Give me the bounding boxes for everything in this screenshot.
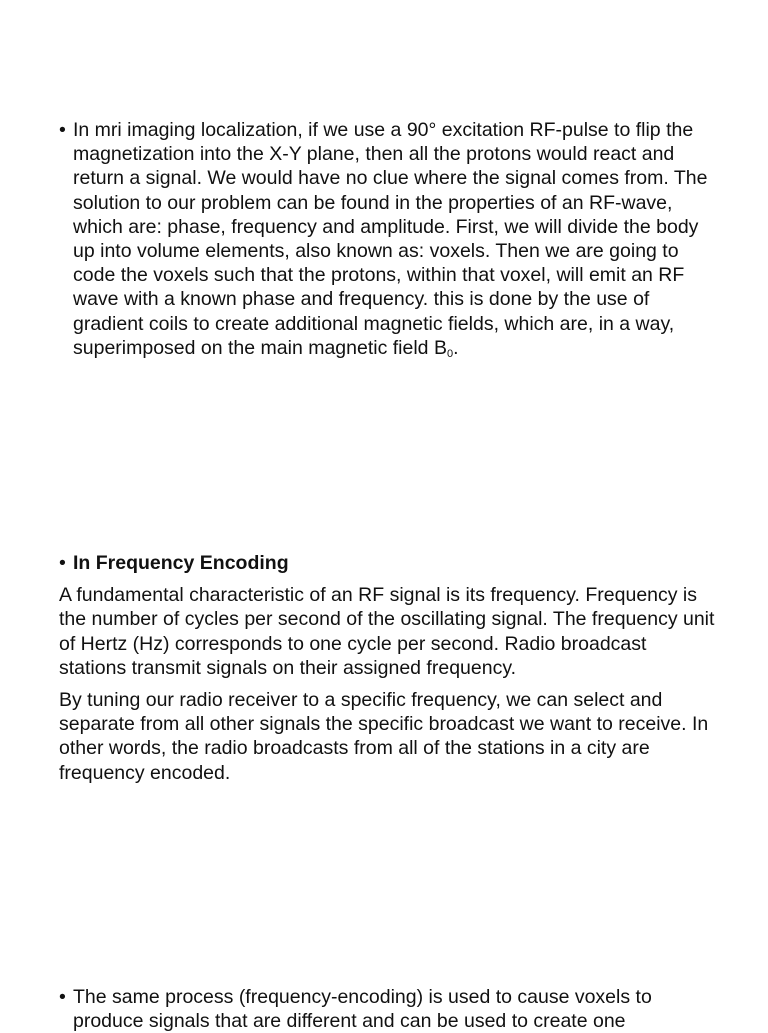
section-heading: In Frequency Encoding bbox=[73, 552, 289, 574]
bullet-marker: • bbox=[59, 986, 66, 1008]
intro-bullet-item bbox=[59, 118, 719, 360]
intro-text: In mri imaging localization, if we use a 90° excitation RF-pulse to flip the magnetization into the X-Y plane, then all the protons would react and return a signal. We would have no clue where the signal comes from. The solution to our problem can be found in the properties of an RF-wave, which are: phase, frequency and amplitude. First, we will divide the body up into volume elements, also known as: voxels. Then we are going to code the voxels such that the protons, within that voxel, will emit an RF wave with a known phase and frequency. this is done by the use of gradient coils to create additional magnetic fields, which are, in a way, superimposed on the main magnetic field B bbox=[73, 119, 708, 359]
process-bullet-item bbox=[59, 985, 719, 1033]
frequency-heading-item bbox=[59, 551, 719, 575]
intro-text-end: . bbox=[453, 336, 459, 359]
process-section bbox=[59, 985, 719, 1033]
frequency-paragraph-2: By tuning our radio receiver to a specific frequency, we can select and separate from all other signals the specific broadcast we want to receive. In other words, the radio broadcasts from all of the stations in a city are frequency encoded. bbox=[59, 689, 709, 784]
intro-section bbox=[59, 118, 719, 360]
frequency-paragraph-1: A fundamental characteristic of an RF signal is its frequency. Frequency is the number of cycles per second of the oscillating signal. The frequency unit of Hertz (Hz) corresponds to one cycle per second. Radio broadcast stations transmit signals on their assigned frequency. bbox=[59, 584, 715, 679]
process-text: The same process (frequency-encoding) is used to cause voxels to produce signals that are different and can be used to create one bbox=[73, 986, 652, 1033]
frequency-encoding-section bbox=[59, 551, 719, 793]
field-subscript: 0 bbox=[446, 347, 454, 360]
intro-paragraph bbox=[73, 118, 719, 360]
bullet-marker: • bbox=[59, 552, 66, 574]
bullet-marker: • bbox=[59, 119, 66, 141]
